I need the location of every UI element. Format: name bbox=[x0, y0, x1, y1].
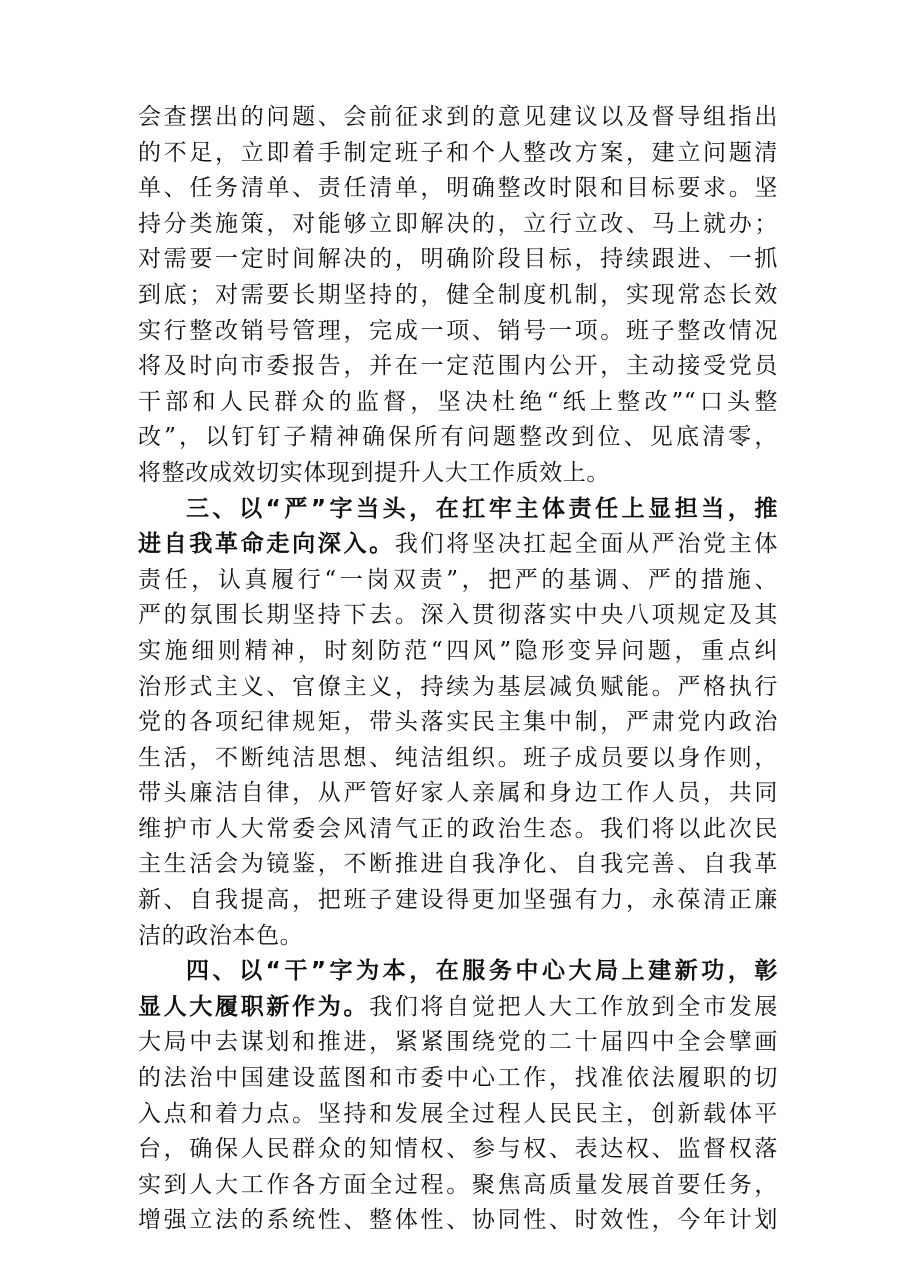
text-line: 会查摆出的问题、会前征求到的意见建议以及督导组指出 bbox=[138, 104, 778, 130]
text-line: 党的各项纪律规矩，带头落实民主集中制，严肃党内政治 bbox=[138, 709, 778, 736]
section-4-text: 我们将自觉把人大工作放到全市发展 bbox=[369, 993, 778, 1020]
text-line: 单、任务清单、责任清单，明确整改时限和目标要求。坚 bbox=[138, 175, 778, 202]
text-line: 治形式主义、官僚主义，持续为基层减负赋能。严格执行 bbox=[138, 673, 778, 700]
section-3-heading: 三、以“严”字当头，在扛牢主体责任上显担当，推 bbox=[186, 495, 778, 522]
body-text bbox=[138, 100, 778, 1239]
text-line: 责任，认真履行“一岗双责”，把严的基调、严的措施、 bbox=[138, 566, 778, 593]
text-line: 改”，以钉钉子精神确保所有问题整改到位、见底清零， bbox=[138, 424, 778, 451]
text-line: 大局中去谋划和推进，紧紧围绕党的二十届四中全会擘画 bbox=[138, 1029, 778, 1056]
text-line: 将及时向市委报告，并在一定范围内公开，主动接受党员 bbox=[138, 353, 778, 380]
text-line: 维护市人大常委会风清气正的政治生态。我们将以此次民 bbox=[138, 815, 778, 842]
text-line: 实施细则精神，时刻防范“四风”隐形变异问题，重点纠 bbox=[138, 637, 778, 664]
text-line: 台，确保人民群众的知情权、参与权、表达权、监督权落 bbox=[138, 1136, 778, 1163]
text-line: 生活，不断纯洁思想、纯洁组织。班子成员要以身作则， bbox=[138, 744, 778, 771]
text-line: 实行整改销号管理，完成一项、销号一项。班子整改情况 bbox=[138, 317, 778, 344]
text-line: 持分类施策，对能够立即解决的，立行立改、马上就办； bbox=[138, 210, 778, 237]
text-line: 严的氛围长期坚持下去。深入贯彻落实中央八项规定及其 bbox=[138, 602, 778, 629]
section-4-heading-end: 显人大履职新作为。 bbox=[138, 993, 370, 1020]
text-line: 的不足，立即着手制定班子和个人整改方案，建立问题清 bbox=[138, 139, 778, 166]
text-line: 到底；对需要长期坚持的，健全制度机制，实现常态长效 bbox=[138, 281, 778, 308]
text-line: 实到人大工作各方面全过程。聚焦高质量发展首要任务， bbox=[138, 1171, 778, 1198]
section-4-heading: 四、以“干”字为本，在服务中心大局上建新功，彰 bbox=[186, 958, 778, 985]
text-line: 干部和人民群众的监督，坚决杜绝“纸上整改”“口头整 bbox=[138, 388, 778, 415]
text-line: 入点和着力点。坚持和发展全过程人民民主，创新载体平 bbox=[138, 1100, 778, 1127]
text-line: 新、自我提高，把班子建设得更加坚强有力，永葆清正廉 bbox=[138, 887, 778, 914]
text-line: 将整改成效切实体现到提升人大工作质效上。 bbox=[138, 459, 610, 486]
text-line: 对需要一定时间解决的，明确阶段目标，持续跟进、一抓 bbox=[138, 246, 778, 273]
text-line: 的法治中国建设蓝图和市委中心工作，找准依法履职的切 bbox=[138, 1065, 778, 1092]
section-4-heading-continued bbox=[138, 990, 778, 1026]
section-3-heading-continued bbox=[138, 527, 778, 563]
text-line: 主生活会为镜鉴，不断推进自我净化、自我完善、自我革 bbox=[138, 851, 778, 878]
text-line: 增强立法的系统性、整体性、协同性、时效性，今年计划 bbox=[138, 1207, 778, 1234]
section-3-text: 我们将坚决扛起全面从严治党主体 bbox=[394, 531, 779, 558]
text-line: 带头廉洁自律，从严管好家人亲属和身边工作人员，共同 bbox=[138, 780, 778, 807]
text-line: 洁的政治本色。 bbox=[138, 922, 304, 949]
section-3-heading-end: 进自我革命走向深入。 bbox=[138, 531, 395, 558]
